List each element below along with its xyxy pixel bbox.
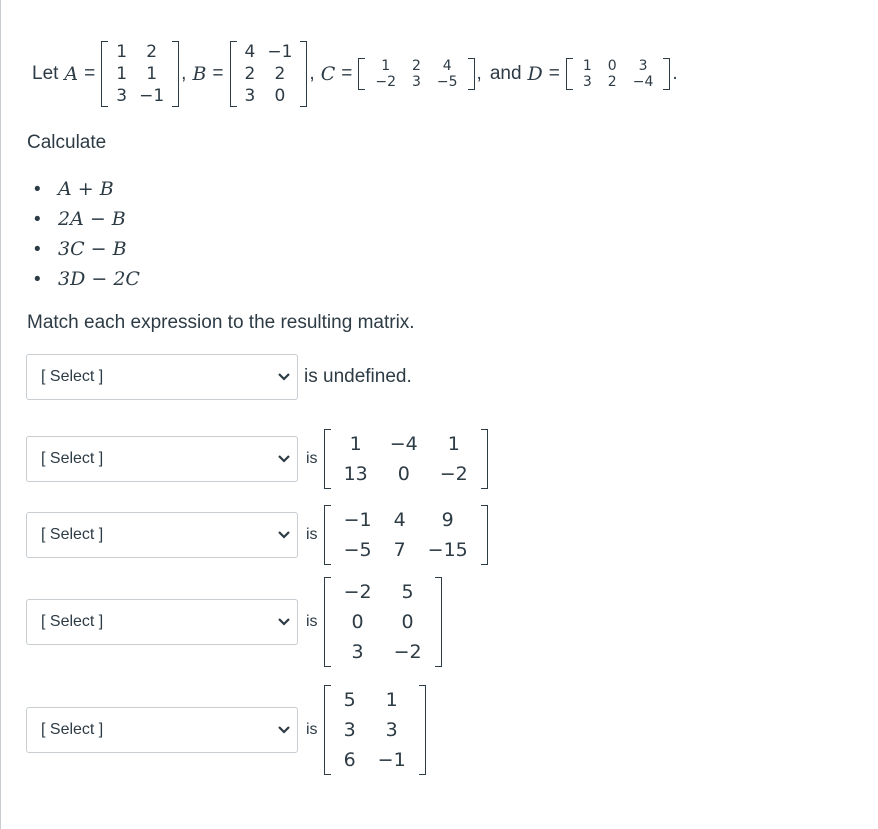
calculate-heading: Calculate bbox=[27, 132, 107, 153]
answer-suffix: is bbox=[306, 526, 318, 543]
matrix-cell: −2 bbox=[375, 74, 396, 90]
page-left-border bbox=[0, 0, 1, 829]
matrix-cell: 2 bbox=[146, 42, 158, 62]
matrix-cell: 4 bbox=[244, 42, 256, 62]
matrix-row bbox=[333, 535, 479, 565]
matrix-c-name: C bbox=[320, 63, 336, 85]
matrix-cell: 6 bbox=[343, 749, 356, 771]
matrix-cell: 5 bbox=[401, 581, 414, 603]
select-placeholder: [ Select ] bbox=[41, 526, 104, 543]
matrix-cell: −1 bbox=[139, 86, 165, 106]
matrix-cell: 3 bbox=[351, 641, 364, 663]
problem-statement: Let A = 1 2 1 1 3 −1 , B = 4 −1 2 2 3 0 , C = 1 2 4 −2 3 −5 , and D = 1 0 3 3 2 −4 . bbox=[32, 42, 678, 106]
matrix-row bbox=[333, 577, 433, 607]
matrix-row bbox=[333, 715, 417, 745]
matrix-cell: 7 bbox=[393, 539, 406, 561]
answer-matrix-4 bbox=[324, 577, 442, 667]
matrix-cell: 1 bbox=[381, 58, 391, 74]
bullet-icon: • bbox=[34, 179, 41, 200]
matrix-cell: −4 bbox=[632, 74, 654, 90]
chevron-down-icon bbox=[277, 454, 291, 464]
list-item: • A + B bbox=[34, 174, 140, 204]
matrix-cell: 0 bbox=[401, 611, 414, 633]
list-item: • 3C − B bbox=[34, 234, 140, 264]
answer-suffix: is bbox=[306, 450, 318, 467]
answer-row-3 bbox=[26, 505, 490, 565]
matrix-row bbox=[367, 58, 465, 74]
matrix-cell: 0 bbox=[351, 611, 364, 633]
matrix-cell: 2 bbox=[274, 64, 286, 84]
matrix-row bbox=[333, 637, 433, 667]
matrix-cell: 3 bbox=[582, 74, 592, 90]
matrix-cell: 1 bbox=[146, 64, 158, 84]
bullet-icon: • bbox=[34, 239, 41, 260]
bullet-icon: • bbox=[34, 269, 41, 290]
matrix-c bbox=[358, 58, 474, 90]
matrix-cell: 9 bbox=[441, 509, 454, 531]
select-placeholder: [ Select ] bbox=[41, 450, 104, 467]
matrix-cell: 1 bbox=[349, 433, 362, 455]
matrix-cell: 1 bbox=[385, 689, 398, 711]
answer-matrix-5 bbox=[324, 685, 426, 775]
matrix-row bbox=[367, 74, 465, 90]
matrix-row bbox=[333, 505, 479, 535]
list-item: • 3D − 2C bbox=[34, 264, 140, 294]
equals-sign: = bbox=[341, 63, 353, 84]
matrix-b bbox=[230, 41, 308, 107]
matrix-cell: 4 bbox=[393, 509, 406, 531]
matrix-b-name: B bbox=[192, 63, 207, 85]
matrix-row bbox=[239, 63, 299, 85]
chevron-down-icon bbox=[277, 725, 291, 735]
list-item: • 2A − B bbox=[34, 204, 140, 234]
answer-matrix-2 bbox=[324, 429, 488, 489]
matrix-row bbox=[575, 74, 661, 90]
answer-select-3[interactable] bbox=[26, 512, 298, 558]
answer-row-5 bbox=[26, 685, 428, 775]
answer-suffix: is undefined. bbox=[304, 366, 412, 387]
bullet-icon: • bbox=[34, 209, 41, 230]
matrix-cell: 0 bbox=[607, 58, 617, 74]
answer-row-1 bbox=[26, 354, 412, 400]
matrix-d bbox=[566, 58, 670, 90]
answer-matrix-3 bbox=[324, 505, 488, 565]
matrix-cell: 2 bbox=[411, 58, 421, 74]
matrix-cell: 2 bbox=[607, 74, 617, 90]
matrix-cell: 1 bbox=[447, 433, 460, 455]
answer-suffix: is bbox=[306, 721, 318, 738]
matrix-cell: 3 bbox=[343, 719, 356, 741]
matrix-cell: −5 bbox=[343, 539, 372, 561]
matrix-cell: 3 bbox=[244, 86, 256, 106]
matrix-cell: 2 bbox=[244, 64, 256, 84]
equals-sign: = bbox=[548, 63, 560, 84]
matrix-a-name: A bbox=[64, 63, 79, 85]
select-placeholder: [ Select ] bbox=[41, 721, 104, 738]
matrix-cell: −5 bbox=[436, 74, 458, 90]
matrix-cell: −1 bbox=[343, 509, 372, 531]
matrix-cell: 1 bbox=[116, 64, 128, 84]
chevron-down-icon bbox=[277, 372, 291, 382]
matrix-cell: 3 bbox=[116, 86, 128, 106]
matrix-cell: 1 bbox=[582, 58, 592, 74]
answer-suffix: is bbox=[306, 613, 318, 630]
matrix-cell: −2 bbox=[393, 641, 422, 663]
matrix-row bbox=[239, 41, 299, 63]
matrix-cell: 1 bbox=[116, 42, 128, 62]
select-placeholder: [ Select ] bbox=[41, 368, 104, 385]
chevron-down-icon bbox=[277, 617, 291, 627]
matrix-row bbox=[333, 607, 433, 637]
matrix-row bbox=[239, 85, 299, 107]
answer-select-4[interactable] bbox=[26, 599, 298, 645]
matrix-cell: −4 bbox=[389, 433, 418, 455]
period: . bbox=[672, 63, 678, 84]
matrix-cell: −15 bbox=[427, 539, 468, 561]
matrix-cell: −1 bbox=[267, 42, 293, 62]
expression-list bbox=[34, 174, 140, 294]
equals-sign: = bbox=[212, 63, 224, 84]
matrix-cell: 5 bbox=[343, 689, 356, 711]
match-instruction: Match each expression to the resulting matrix. bbox=[27, 312, 415, 333]
let-label: Let bbox=[32, 63, 59, 84]
matrix-row bbox=[333, 429, 479, 459]
matrix-cell: −1 bbox=[377, 749, 406, 771]
matrix-cell: −2 bbox=[343, 581, 372, 603]
matrix-row bbox=[333, 459, 479, 489]
matrix-cell: 13 bbox=[343, 463, 368, 485]
select-placeholder: [ Select ] bbox=[41, 613, 104, 630]
matrix-cell: 0 bbox=[274, 86, 286, 106]
matrix-cell: 0 bbox=[397, 463, 410, 485]
matrix-row bbox=[110, 85, 170, 107]
matrix-cell: 4 bbox=[442, 58, 452, 74]
answer-row-2 bbox=[26, 429, 490, 489]
answer-row-4 bbox=[26, 577, 444, 667]
matrix-row bbox=[575, 58, 661, 74]
matrix-cell: −2 bbox=[439, 463, 468, 485]
and-label: and bbox=[489, 63, 522, 84]
matrix-row bbox=[110, 63, 170, 85]
matrix-row bbox=[110, 41, 170, 63]
answer-select-5[interactable] bbox=[26, 707, 298, 753]
matrix-a bbox=[101, 41, 179, 107]
chevron-down-icon bbox=[277, 530, 291, 540]
equals-sign: = bbox=[84, 63, 96, 84]
matrix-cell: 3 bbox=[385, 719, 398, 741]
matrix-cell: 3 bbox=[638, 58, 648, 74]
answer-select-2[interactable] bbox=[26, 436, 298, 482]
matrix-cell: 3 bbox=[411, 74, 421, 90]
matrix-d-name: D bbox=[527, 63, 543, 85]
matrix-row bbox=[333, 745, 417, 775]
matrix-row bbox=[333, 685, 417, 715]
answer-select-1[interactable] bbox=[26, 354, 298, 400]
